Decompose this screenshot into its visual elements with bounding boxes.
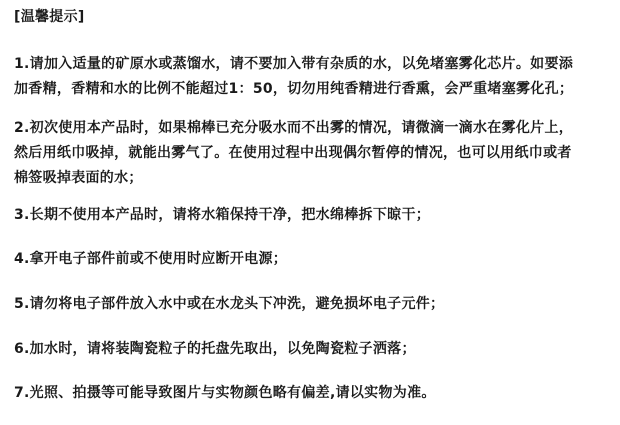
notice-item-line: 1.请加入适量的矿原水或蒸馏水，请不要加入带有杂质的水，以免堵塞雾化芯片。如要添 bbox=[14, 56, 574, 72]
notice-item-line: 6.加水时，请将装陶瓷粒子的托盘先取出，以免陶瓷粒子洒落； bbox=[14, 341, 416, 357]
notice-item-line: 然后用纸巾吸掉，就能出雾气了。在使用过程中出现偶尔暂停的情况，也可以用纸巾或者 bbox=[14, 145, 572, 161]
notice-item-line: 3.长期不使用本产品时，请将水箱保持干净，把水绵棒拆下晾干； bbox=[14, 207, 431, 223]
notice-item-3 bbox=[14, 203, 430, 228]
notice-item-4 bbox=[14, 247, 287, 272]
notice-item-5 bbox=[14, 292, 444, 317]
notice-item-7 bbox=[14, 381, 436, 406]
notice-item-6 bbox=[14, 337, 416, 362]
notice-item-2 bbox=[14, 116, 573, 191]
notice-item-line: 7.光照、拍摄等可能导致图片与实物颜色略有偏差,请以实物为准。 bbox=[14, 385, 436, 401]
notice-title: [温馨提示] bbox=[14, 9, 85, 25]
notice-item-line: 2.初次使用本产品时，如果棉棒已充分吸水而不出雾的情况，请微滴一滴水在雾化片上， bbox=[14, 120, 574, 136]
notice-item-line: 5.请勿将电子部件放入水中或在水龙头下冲洗，避免损坏电子元件； bbox=[14, 296, 445, 312]
notice-item-1 bbox=[14, 52, 573, 102]
notice-item-line: 4.拿开电子部件前或不使用时应断开电源； bbox=[14, 251, 288, 267]
notice-item-line: 加香精，香精和水的比例不能超过1：50，切勿用纯香精进行香熏，会严重堵塞雾化孔； bbox=[14, 81, 574, 97]
notice-item-line: 棉签吸掉表面的水； bbox=[14, 170, 143, 186]
